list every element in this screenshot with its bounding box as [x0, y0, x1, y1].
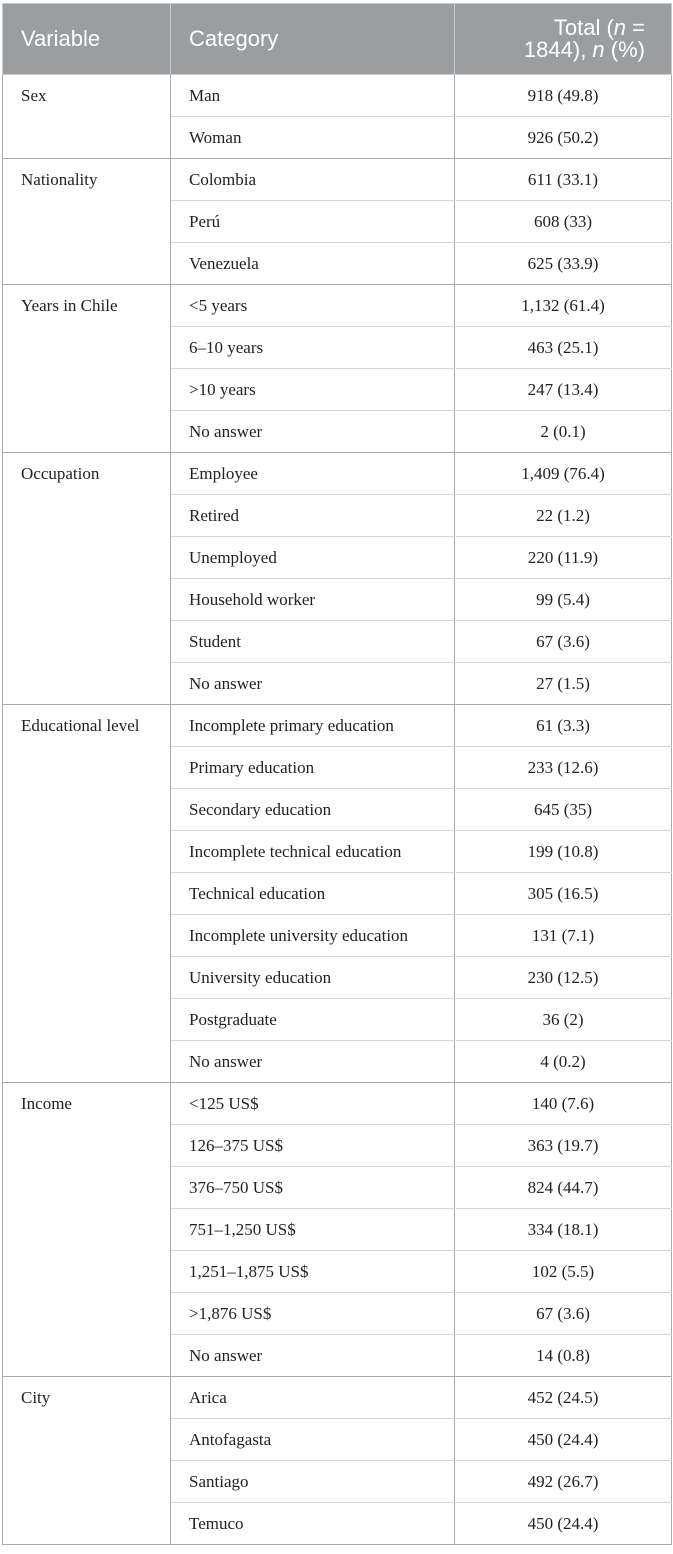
- category-cell: 751–1,250 US$: [171, 1209, 455, 1251]
- header-variable: Variable: [3, 4, 171, 75]
- variable-cell: Nationality: [3, 159, 171, 285]
- category-cell: Incomplete technical education: [171, 831, 455, 873]
- category-cell: Venezuela: [171, 243, 455, 285]
- total-value-cell: 918 (49.8): [455, 75, 672, 117]
- category-cell: Man: [171, 75, 455, 117]
- header-total-pct: (%): [604, 37, 645, 62]
- total-value-cell: 14 (0.8): [455, 1335, 672, 1377]
- total-value-cell: 102 (5.5): [455, 1251, 672, 1293]
- category-cell: Santiago: [171, 1461, 455, 1503]
- total-value-cell: 463 (25.1): [455, 327, 672, 369]
- total-value-cell: 452 (24.5): [455, 1377, 672, 1419]
- category-cell: Technical education: [171, 873, 455, 915]
- category-cell: >1,876 US$: [171, 1293, 455, 1335]
- total-value-cell: 61 (3.3): [455, 705, 672, 747]
- total-value-cell: 27 (1.5): [455, 663, 672, 705]
- variable-cell: Years in Chile: [3, 285, 171, 453]
- header-total: [455, 4, 672, 75]
- category-cell: Retired: [171, 495, 455, 537]
- category-cell: Incomplete primary education: [171, 705, 455, 747]
- category-cell: Incomplete university education: [171, 915, 455, 957]
- category-cell: No answer: [171, 411, 455, 453]
- category-cell: Temuco: [171, 1503, 455, 1545]
- demographics-table: [2, 3, 672, 1545]
- total-value-cell: 220 (11.9): [455, 537, 672, 579]
- category-cell: No answer: [171, 1041, 455, 1083]
- table-row: [3, 285, 672, 327]
- table-row: [3, 1377, 672, 1419]
- category-cell: Student: [171, 621, 455, 663]
- total-value-cell: 67 (3.6): [455, 621, 672, 663]
- variable-cell: Educational level: [3, 705, 171, 1083]
- total-value-cell: 824 (44.7): [455, 1167, 672, 1209]
- total-value-cell: 305 (16.5): [455, 873, 672, 915]
- header-total-n2: n: [592, 37, 605, 62]
- total-value-cell: 926 (50.2): [455, 117, 672, 159]
- category-cell: University education: [171, 957, 455, 999]
- category-cell: Antofagasta: [171, 1419, 455, 1461]
- variable-cell: Sex: [3, 75, 171, 159]
- total-value-cell: 608 (33): [455, 201, 672, 243]
- total-value-cell: 247 (13.4): [455, 369, 672, 411]
- total-value-cell: 334 (18.1): [455, 1209, 672, 1251]
- category-cell: <125 US$: [171, 1083, 455, 1125]
- table-row: [3, 705, 672, 747]
- total-value-cell: 36 (2): [455, 999, 672, 1041]
- category-cell: 376–750 US$: [171, 1167, 455, 1209]
- table-row: [3, 453, 672, 495]
- category-cell: Postgraduate: [171, 999, 455, 1041]
- table-header: [3, 4, 672, 75]
- total-value-cell: 233 (12.6): [455, 747, 672, 789]
- category-cell: Employee: [171, 453, 455, 495]
- total-value-cell: 140 (7.6): [455, 1083, 672, 1125]
- header-total-n: n: [613, 15, 627, 40]
- header-total-prefix: Total (: [553, 15, 614, 40]
- header-total-count: 1844),: [523, 37, 593, 62]
- table-body: [3, 75, 672, 1545]
- category-cell: Primary education: [171, 747, 455, 789]
- total-value-cell: 492 (26.7): [455, 1461, 672, 1503]
- variable-cell: City: [3, 1377, 171, 1545]
- category-cell: Woman: [171, 117, 455, 159]
- table-row: [3, 1083, 672, 1125]
- header-category: Category: [171, 4, 455, 75]
- category-cell: 6–10 years: [171, 327, 455, 369]
- total-value-cell: 230 (12.5): [455, 957, 672, 999]
- total-value-cell: 450 (24.4): [455, 1419, 672, 1461]
- total-value-cell: 2 (0.1): [455, 411, 672, 453]
- total-value-cell: 22 (1.2): [455, 495, 672, 537]
- total-value-cell: 645 (35): [455, 789, 672, 831]
- total-value-cell: 450 (24.4): [455, 1503, 672, 1545]
- category-cell: No answer: [171, 663, 455, 705]
- category-cell: No answer: [171, 1335, 455, 1377]
- category-cell: 126–375 US$: [171, 1125, 455, 1167]
- category-cell: >10 years: [171, 369, 455, 411]
- header-row: [3, 4, 672, 75]
- table-row: [3, 75, 672, 117]
- total-value-cell: 4 (0.2): [455, 1041, 672, 1083]
- category-cell: Colombia: [171, 159, 455, 201]
- category-cell: Arica: [171, 1377, 455, 1419]
- total-value-cell: 625 (33.9): [455, 243, 672, 285]
- table-row: [3, 159, 672, 201]
- total-value-cell: 99 (5.4): [455, 579, 672, 621]
- header-total-eq: =: [626, 15, 645, 40]
- category-cell: Perú: [171, 201, 455, 243]
- total-value-cell: 1,409 (76.4): [455, 453, 672, 495]
- variable-cell: Income: [3, 1083, 171, 1377]
- category-cell: Unemployed: [171, 537, 455, 579]
- variable-cell: Occupation: [3, 453, 171, 705]
- category-cell: 1,251–1,875 US$: [171, 1251, 455, 1293]
- total-value-cell: 611 (33.1): [455, 159, 672, 201]
- total-value-cell: 131 (7.1): [455, 915, 672, 957]
- total-value-cell: 1,132 (61.4): [455, 285, 672, 327]
- total-value-cell: 67 (3.6): [455, 1293, 672, 1335]
- total-value-cell: 199 (10.8): [455, 831, 672, 873]
- category-cell: <5 years: [171, 285, 455, 327]
- total-value-cell: 363 (19.7): [455, 1125, 672, 1167]
- category-cell: Secondary education: [171, 789, 455, 831]
- category-cell: Household worker: [171, 579, 455, 621]
